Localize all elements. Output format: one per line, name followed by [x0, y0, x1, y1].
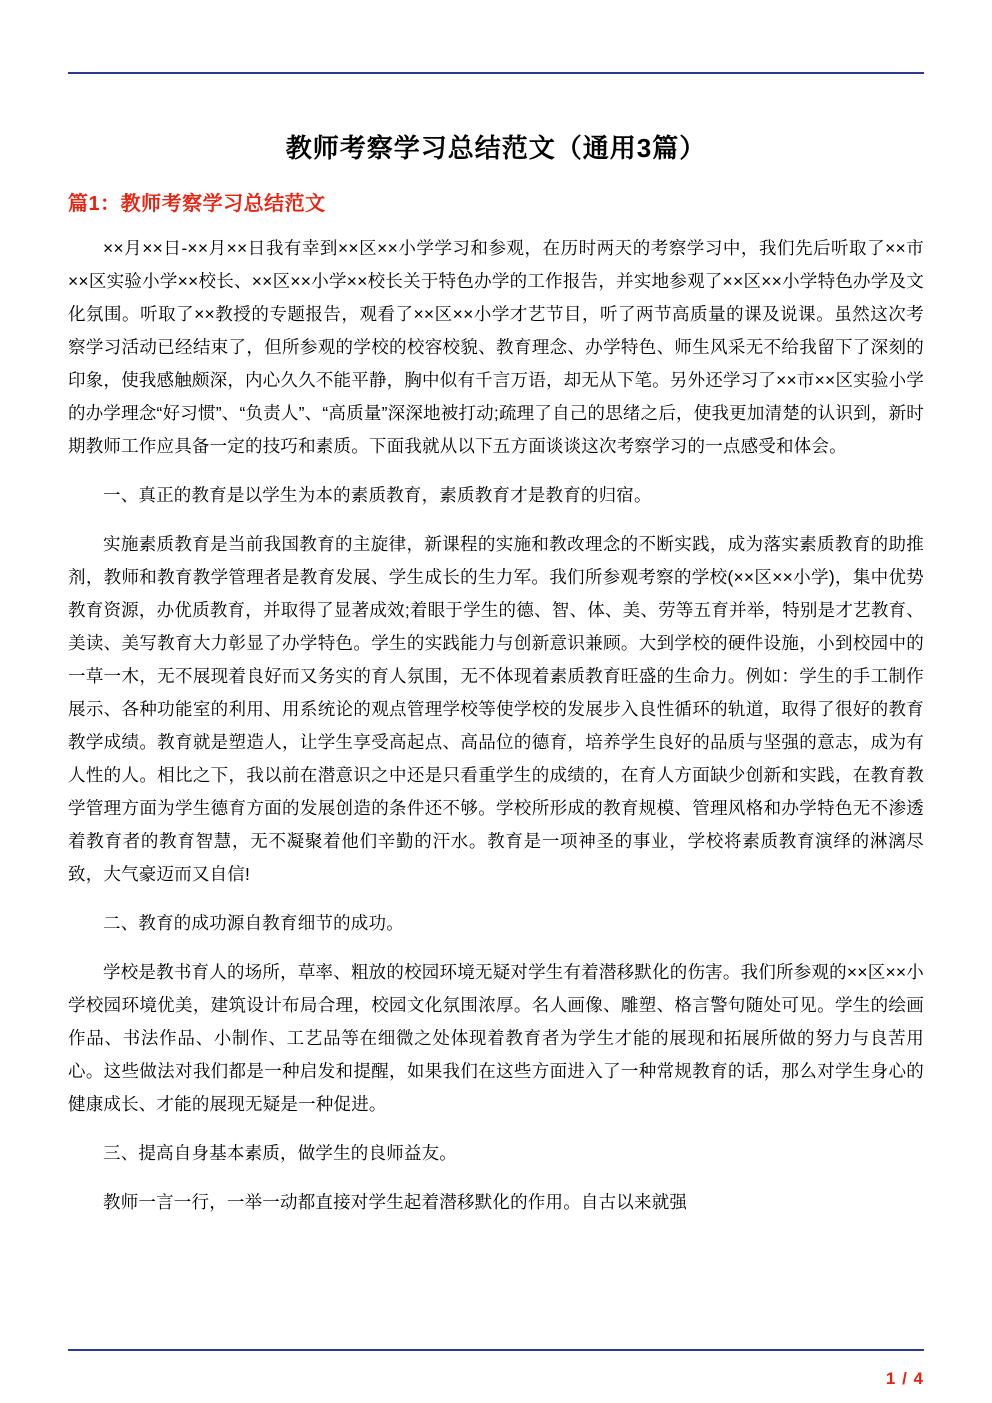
header-divider [68, 72, 924, 74]
paragraph: 学校是教书育人的场所，草率、粗放的校园环境无疑对学生有着潜移默化的伤害。我们所参观的××区××小学校园环境优美，建筑设计布局合理，校园文化氛围浓厚。名人画像、雕塑、格言警句随处可见。学生的绘画作品、书法作品、小制作、工艺品等在细微之处体现着教育者为学生才能的展现和拓展所做的努力与良苦用心。这些做法对我们都是一种启发和提醒，如果我们在这些方面进入了一种常规教育的话，那么对学生身心的健康成长、才能的展现无疑是一种促进。 [68, 962, 924, 1114]
paragraph: 一、真正的教育是以学生为本的素质教育，素质教育才是教育的归宿。 [103, 485, 652, 505]
footer-divider [68, 1349, 924, 1351]
document-body [68, 104, 924, 1219]
paragraph: 实施素质教育是当前我国教育的主旋律，新课程的实施和教改理念的不断实践，成为落实素质教育的助推剂，教师和教育教学管理者是教育发展、学生成长的生力军。我们所参观考察的学校(××区××小学)，集中优势教育资源，办优质教育，并取得了显著成效;着眼于学生的德、智、体、美、劳等五育并举，特别是才艺教育、美读、美写教育大力彰显了办学特色。学生的实践能力与创新意识兼顾。大到学校的硬件设施，小到校园中的一草一木，无不展现着良好而又务实的育人氛围，无不体现着素质教育旺盛的生命力。例如：学生的手工制作展示、各种功能室的利用、用系统论的观点管理学校等使学校的发展步入良性循环的轨道，取得了很好的教育教学成绩。教育就是塑造人，让学生享受高起点、高品位的德育，培养学生良好的品质与坚强的意志，成为有人性的人。相比之下，我以前在潜意识之中还是只看重学生的成绩的，在育人方面缺少创新和实践，在教育教学管理方面为学生德育方面的发展创造的条件还不够。学校所形成的教育规模、管理风格和办学特色无不渗透着教育者的教育智慧，无不凝聚着他们辛勤的汗水。教育是一项神圣的事业，学校将素质教育演绎的淋漓尽致，大气豪迈而又自信! [68, 534, 924, 884]
paragraph: ××月××日-××月××日我有幸到××区××小学学习和参观，在历时两天的考察学习中，我们先后听取了××市××区实验小学××校长、××区××小学××校长关于特色办学的工作报告，并实地参观了××区××小学特色办学及文化氛围。听取了××教授的专题报告，观看了××区××小学才艺节目，听了两节高质量的课及说课。虽然这次考察学习活动已经结束了，但所参观的学校的校容校貌、教育理念、办学特色、师生风采无不给我留下了深刻的印象，使我感触颇深，内心久久不能平静，胸中似有千言万语，却无从下笔。另外还学习了××市××区实验小学的办学理念“好习惯”、“负责人”、“高质量”深深地被打动;疏理了自己的思绪之后，使我更加清楚的认识到，新时期教师工作应具备一定的技巧和素质。下面我就从以下五方面谈谈这次考察学习的一点感受和体会。 [68, 238, 924, 456]
paragraph: 三、提高自身基本素质，做学生的良师益友。 [103, 1143, 457, 1163]
paragraph: 二、教育的成功源自教育细节的成功。 [103, 913, 404, 933]
paragraph: 教师一言一行，一举一动都直接对学生起着潜移默化的作用。自古以来就强 [103, 1192, 688, 1212]
page-indicator: 1 / 4 [885, 1369, 924, 1388]
section-heading: 篇1：教师考察学习总结范文 [68, 193, 326, 215]
page-title: 教师考察学习总结范文（通用3篇） [285, 133, 707, 163]
